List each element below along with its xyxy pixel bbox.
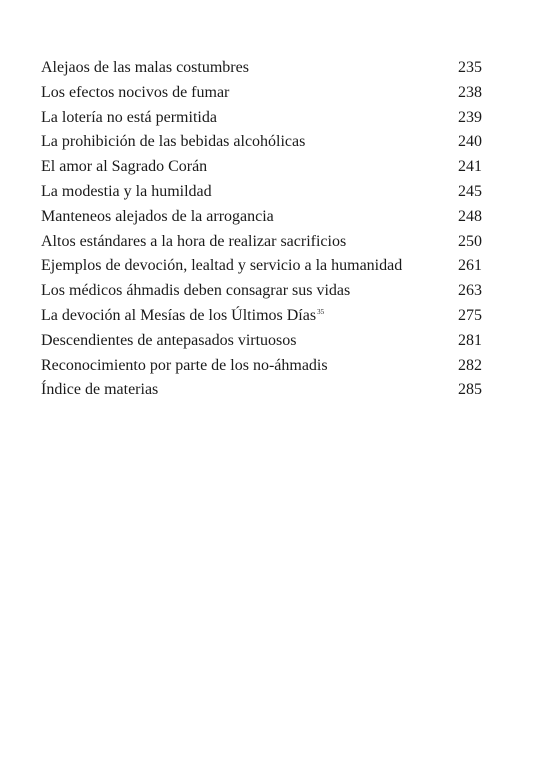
toc-entry-title: La devoción al Mesías de los Últimos Días: [41, 306, 317, 324]
toc-entry[interactable]: [41, 81, 482, 106]
toc-entry-title: La lotería no está permitida: [41, 108, 217, 126]
toc-entry-title: Altos estándares a la hora de realizar sacrificios: [41, 232, 347, 250]
toc-entry-page: 261: [458, 257, 482, 275]
toc-entry[interactable]: [41, 205, 482, 230]
toc-entry[interactable]: [41, 155, 482, 180]
toc-entry[interactable]: [41, 378, 482, 403]
toc-entry-page: 245: [458, 182, 482, 200]
toc-entry-title: Los efectos nocivos de fumar: [41, 83, 230, 101]
toc-entry-title: Descendientes de antepasados virtuosos: [41, 331, 297, 349]
toc-entry-page: 281: [458, 331, 482, 349]
toc-entry[interactable]: [41, 130, 482, 155]
toc-entry-title-with-footnote: [41, 304, 450, 329]
toc-entry-title: Índice de materias: [41, 381, 159, 399]
toc-entry-title: El amor al Sagrado Corán: [41, 158, 208, 176]
toc-entry-title: La modestia y la humildad: [41, 182, 212, 200]
toc-entry[interactable]: [41, 56, 482, 81]
toc-entry[interactable]: [41, 354, 482, 379]
toc-entry-page: 241: [458, 158, 482, 176]
toc-entry-page: 248: [458, 207, 482, 225]
toc-entry-page: 263: [458, 282, 482, 300]
toc-entry-title: Reconocimiento por parte de los no-áhmadis: [41, 356, 328, 374]
toc-entry-title: La prohibición de las bebidas alcohólicas: [41, 133, 306, 151]
toc-entry-page: 238: [458, 83, 482, 101]
toc-entry-title: Alejaos de las malas costumbres: [41, 59, 249, 76]
toc-entry-page: 250: [458, 232, 482, 250]
toc-entry-page: 282: [458, 356, 482, 374]
toc-entry-page: 235: [458, 59, 482, 76]
toc-entry-page: 285: [458, 381, 482, 399]
toc-entry-page: 239: [458, 108, 482, 126]
toc-entry[interactable]: [41, 106, 482, 131]
toc-entry[interactable]: [41, 180, 482, 205]
toc-entry[interactable]: [41, 304, 482, 329]
toc-entry-title: Manteneos alejados de la arrogancia: [41, 207, 274, 225]
toc-entry[interactable]: [41, 279, 482, 304]
footnote-marker[interactable]: 35: [317, 307, 325, 316]
toc-entry-page: 275: [458, 306, 482, 324]
toc-entry[interactable]: [41, 254, 482, 279]
toc-entry-title: Los médicos áhmadis deben consagrar sus vidas: [41, 282, 351, 300]
toc-entry-page: 240: [458, 133, 482, 151]
table-of-contents: [41, 56, 482, 403]
toc-entry-title: Ejemplos de devoción, lealtad y servicio a la humanidad: [41, 257, 403, 275]
toc-entry[interactable]: [41, 329, 482, 354]
toc-entry[interactable]: [41, 230, 482, 255]
